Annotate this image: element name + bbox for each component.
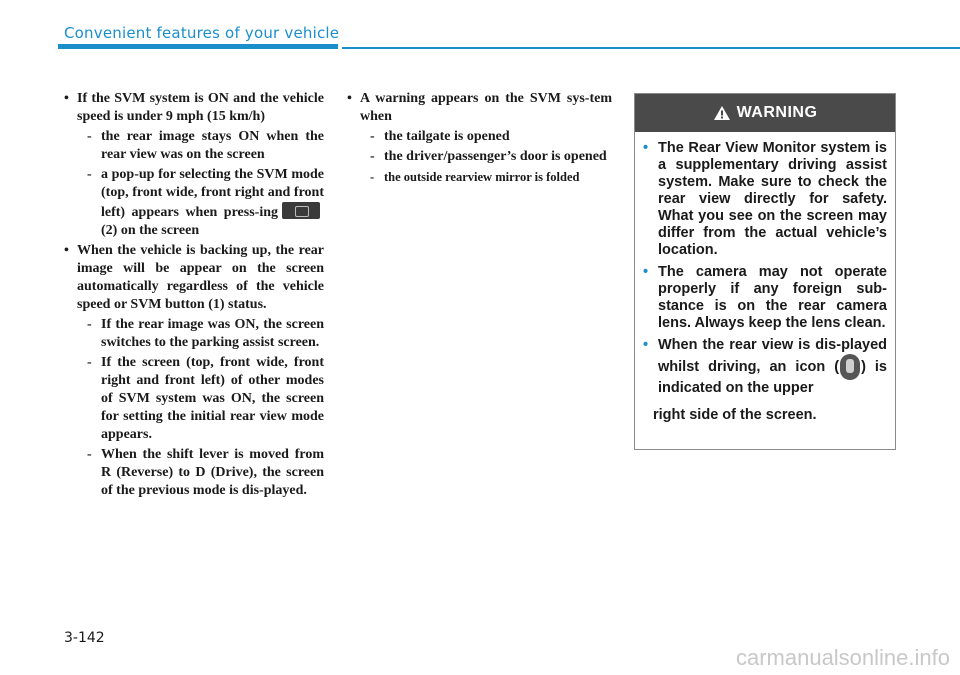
text-column-2: [345, 90, 612, 186]
warning-header: [635, 94, 895, 132]
sub-item: - the tailgate is opened: [370, 129, 510, 144]
section-title: Convenient features of your vehicle: [64, 24, 340, 42]
bullet-item: • A warning appears on the SVM sys-tem when - the tailgate is opened - the driver/passenger’s door is opened - the outside rearview mirror is folded: [347, 91, 612, 184]
warning-triangle-icon: [713, 105, 731, 121]
sub-item: - When the shift lever is moved from R (Reverse) to D (Drive), the screen of the previous mode is dis-played.: [87, 447, 324, 498]
bullet-icon: •: [643, 337, 649, 353]
warning-item: • When the rear view is dis-played whilst driving, an icon ( ) is indicated on the upper right side of the screen.: [643, 337, 887, 423]
sub-item: - the driver/passenger’s door is opened: [370, 149, 607, 164]
bullet-icon: •: [643, 140, 649, 156]
sub-item: - a pop-up for selecting the SVM mode (top, front wide, front right and front left) appears when press-ing(2) on the screen: [87, 167, 324, 238]
bullet-icon: •: [64, 91, 69, 106]
warning-title: WARNING: [736, 104, 818, 121]
sub-item: - If the screen (top, front wide, front right and front left) of other modes of SVM system was ON, the screen for setting the initial rear view mode appears.: [87, 355, 324, 442]
warning-item: • The camera may not operate properly if any foreign sub-stance is on the rear camera lens. Always keep the lens clean.: [643, 264, 887, 331]
svm-button-image: [282, 202, 320, 219]
sub-item: - the rear image stays ON when the rear view was on the screen: [87, 129, 324, 162]
warning-item: • The Rear View Monitor system is a supplementary driving assist system. Make sure to check the rear view directly for safety. What you see on the screen may differ from the actual vehicle’s location.: [643, 140, 887, 258]
text-column-1: [62, 90, 324, 500]
bullet-icon: •: [64, 243, 69, 258]
sub-item: - the outside rearview mirror is folded: [370, 170, 580, 184]
header-rule-thin: [342, 47, 960, 49]
bullet-icon: •: [643, 264, 649, 280]
warning-body: [635, 132, 895, 424]
bullet-item: • If the SVM system is ON and the vehicle speed is under 9 mph (15 km/h) - the rear image stays ON when the rear view was on the screen - a pop-up for selecting the SVM mode (top, front wide, front right and front left) appears when press-ing(2) on the screen: [64, 91, 324, 238]
warning-box: [634, 93, 896, 450]
watermark: carmanualsonline.info: [735, 645, 950, 670]
bullet-icon: •: [347, 91, 352, 106]
header-rule-thick: [58, 44, 338, 49]
bullet-item: • When the vehicle is backing up, the rear image will be appear on the screen automatically regardless of the vehicle speed or SVM button (1) status. - If the rear image was ON, the screen switches to the parking assist screen. - If the screen (top, front wide, front right and front left) of other modes of SVM system was ON, the screen for setting the initial rear view mode appears. - When the shift lever is moved from R (Reverse) to D (Drive), the screen of the previous mode is dis-played.: [64, 243, 324, 498]
sub-item: - If the rear image was ON, the screen switches to the parking assist screen.: [87, 317, 324, 350]
page-number: 3-142: [64, 630, 105, 646]
rear-view-car-icon: [840, 354, 860, 380]
